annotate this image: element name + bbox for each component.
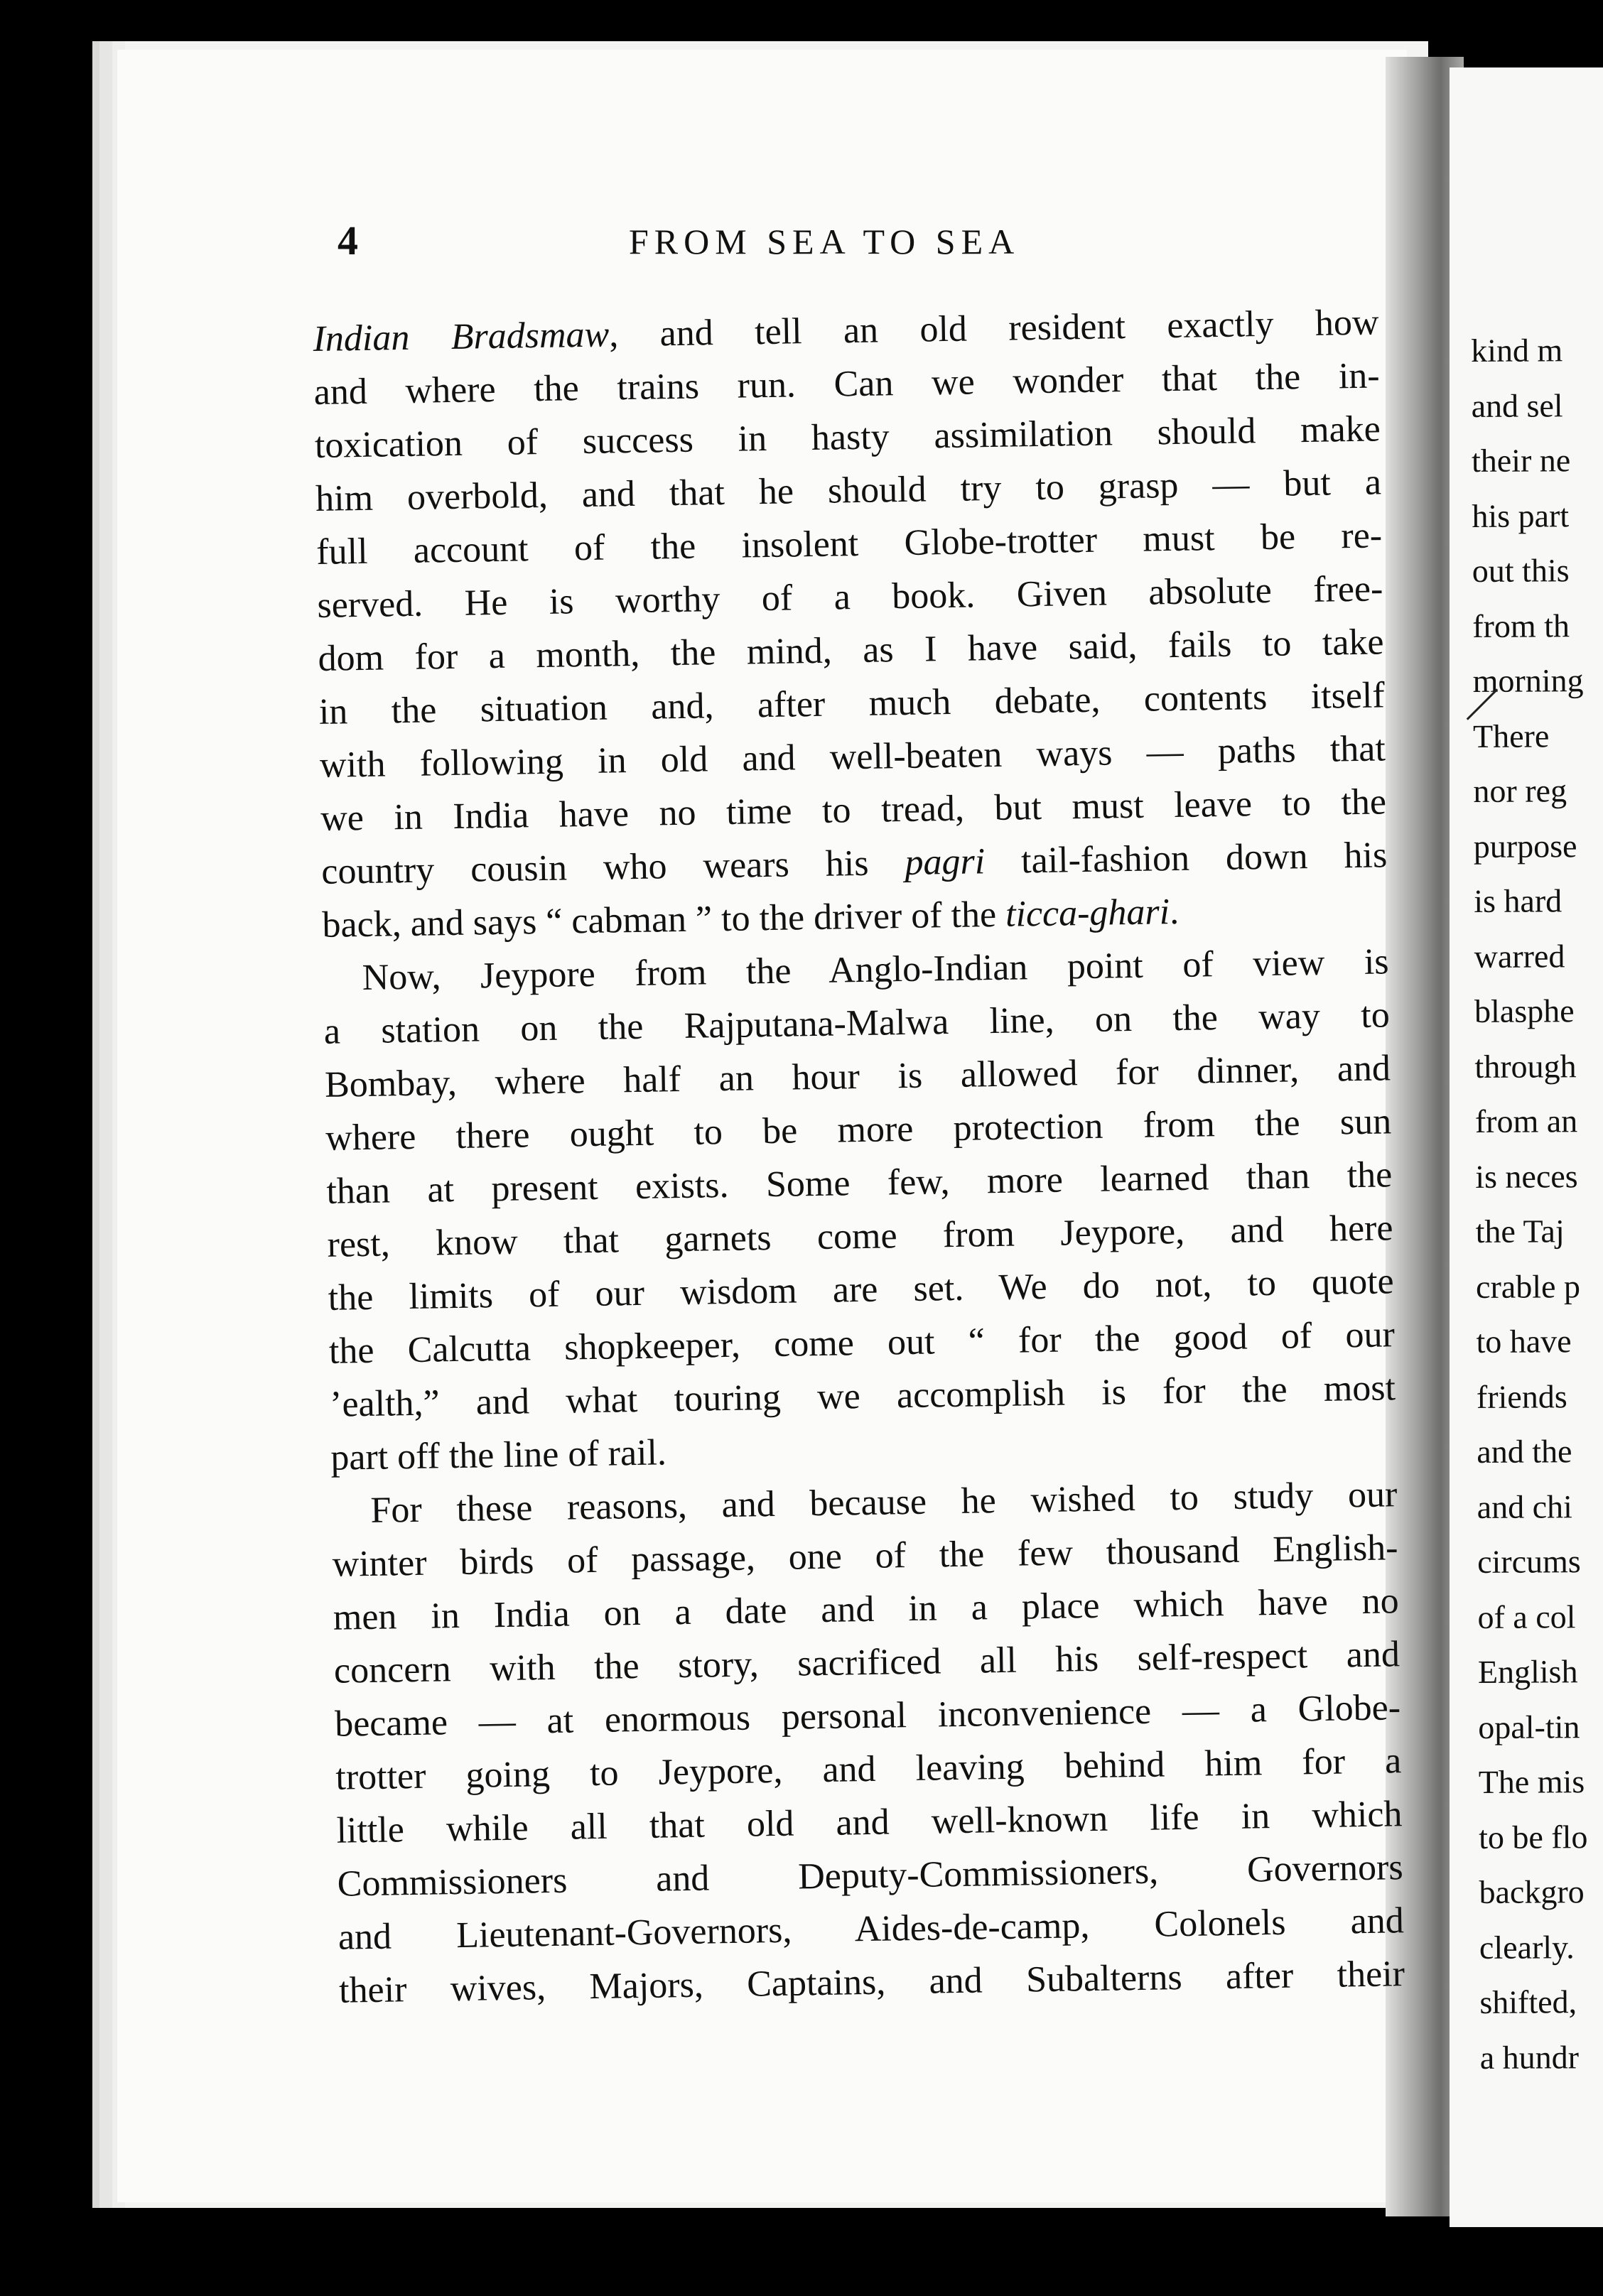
text-line: rest, know that garnets come from Jeypore, and here — [327, 1208, 1393, 1265]
facing-page-line: to be flo — [1479, 1818, 1588, 1856]
text-line: part off the line of rail. — [330, 1432, 667, 1478]
text-line: we in India have no time to tread, but must leave to the — [320, 781, 1387, 839]
facing-page-line: blasphe — [1474, 992, 1575, 1029]
text-line: ’ealth,” and what touring we accomplish is for the most — [329, 1368, 1396, 1425]
facing-page-line: and sel — [1471, 386, 1563, 424]
facing-page-line: from an — [1474, 1103, 1578, 1139]
facing-page-line: morning — [1472, 662, 1584, 699]
text-line: where there ought to be more protection from the sun — [325, 1101, 1392, 1159]
facing-page-line: circums — [1477, 1543, 1581, 1580]
facing-page-line: opal-tin — [1478, 1708, 1580, 1745]
text-line: full account of the insolent Globe-trotter must be re- — [315, 515, 1383, 573]
text-line: winter birds of passage, one of the few thousand English- — [332, 1527, 1398, 1585]
page-number: 4 — [338, 217, 358, 264]
facing-page-line: shifted, — [1479, 1983, 1577, 2020]
text-line: the Calcutta shopkeeper, come out “ for the good of our — [328, 1314, 1396, 1372]
text-line: than at present exists. Some few, more learned than the — [325, 1154, 1393, 1212]
text-line: a station on the Rajputana-Malwa line, on the way to — [323, 995, 1391, 1052]
text-line: and Lieutenant-Governors, Aides-de-camp, Colonels and — [338, 1900, 1405, 1958]
text-line: served. He is worthy of a book. Given absolute free- — [317, 568, 1383, 626]
text-line: trotter going to Jeypore, and leaving behind him for a — [335, 1740, 1402, 1798]
text-line: became — at enormous personal inconvenience — a Globe- — [334, 1687, 1401, 1745]
text-line: the limits of our wisdom are set. We do not, to quote — [328, 1261, 1395, 1318]
text-line: in the situation and, after much debate, contents itself — [318, 675, 1386, 732]
facing-page-line: out this — [1472, 552, 1570, 589]
text-line: country cousin who wears his pagri tail-fashion down his — [320, 835, 1388, 892]
facing-page-line: is hard — [1474, 882, 1562, 919]
facing-page-line: and the — [1477, 1433, 1572, 1470]
body-text — [313, 296, 1405, 2017]
facing-page-line: friends — [1476, 1377, 1567, 1415]
text-line: men in India on a date and in a place which have no — [333, 1581, 1400, 1638]
facing-page-text — [1471, 323, 1603, 2085]
facing-page-line: backgro — [1479, 1873, 1585, 1910]
facing-page-line: English — [1477, 1653, 1578, 1690]
facing-page-line: to have — [1476, 1323, 1572, 1360]
facing-page-line: The mis — [1478, 1763, 1585, 1800]
facing-page-line: of a col — [1477, 1598, 1576, 1635]
facing-page-line: from th — [1472, 607, 1570, 644]
running-head: FROM SEA TO SEA — [629, 222, 1020, 261]
text-line: him overbold, and that he should try to grasp — but a — [315, 462, 1382, 519]
facing-page-line: nor reg — [1473, 772, 1567, 809]
text-line: concern with the story, sacrificed all his self-respect and — [333, 1634, 1400, 1691]
text-line: back, and says “ cabman ” to the driver of the ticca-ghari. — [322, 891, 1180, 946]
facing-page-line: their ne — [1471, 442, 1571, 479]
text-line: For these reasons, and because he wished to study our — [370, 1474, 1398, 1531]
text-line: and where the trains run. Can we wonder that the in- — [313, 355, 1381, 413]
facing-page-line: clearly. — [1479, 1928, 1575, 1966]
facing-page-line: kind m — [1471, 332, 1563, 369]
facing-page-line: is neces — [1475, 1157, 1578, 1195]
text-line: toxication of success in hasty assimilation should make — [314, 408, 1381, 466]
facing-page-line: his part — [1472, 497, 1570, 534]
text-line: Now, Jeypore from the Anglo-Indian point of view is — [362, 941, 1389, 999]
facing-page-line: and chi — [1477, 1488, 1572, 1525]
page-header — [338, 217, 1389, 281]
text-line: Indian Bradsmaw, and tell an old resident exactly how — [313, 302, 1379, 359]
facing-page-line: crable p — [1475, 1267, 1581, 1305]
text-line: with following in old and well-beaten ways — paths that — [319, 728, 1386, 786]
facing-page-line: warred — [1474, 937, 1565, 975]
facing-page-line: purpose — [1473, 827, 1577, 865]
facing-page-line: through — [1474, 1047, 1577, 1085]
facing-page-line: the Taj — [1475, 1213, 1565, 1250]
facing-page-line: a hundr — [1479, 2038, 1580, 2076]
text-line: dom for a month, the mind, as I have said, fails to take — [318, 622, 1384, 679]
text-line: little while all that old and well-known life in which — [336, 1794, 1403, 1851]
text-line: their wives, Majors, Captains, and Subalterns after their — [338, 1954, 1405, 2011]
text-line: Bombay, where half an hour is allowed for dinner, and — [324, 1048, 1391, 1105]
text-line: Commissioners and Deputy-Commissioners, Governors — [337, 1847, 1404, 1905]
facing-page-line: There — [1472, 717, 1550, 754]
